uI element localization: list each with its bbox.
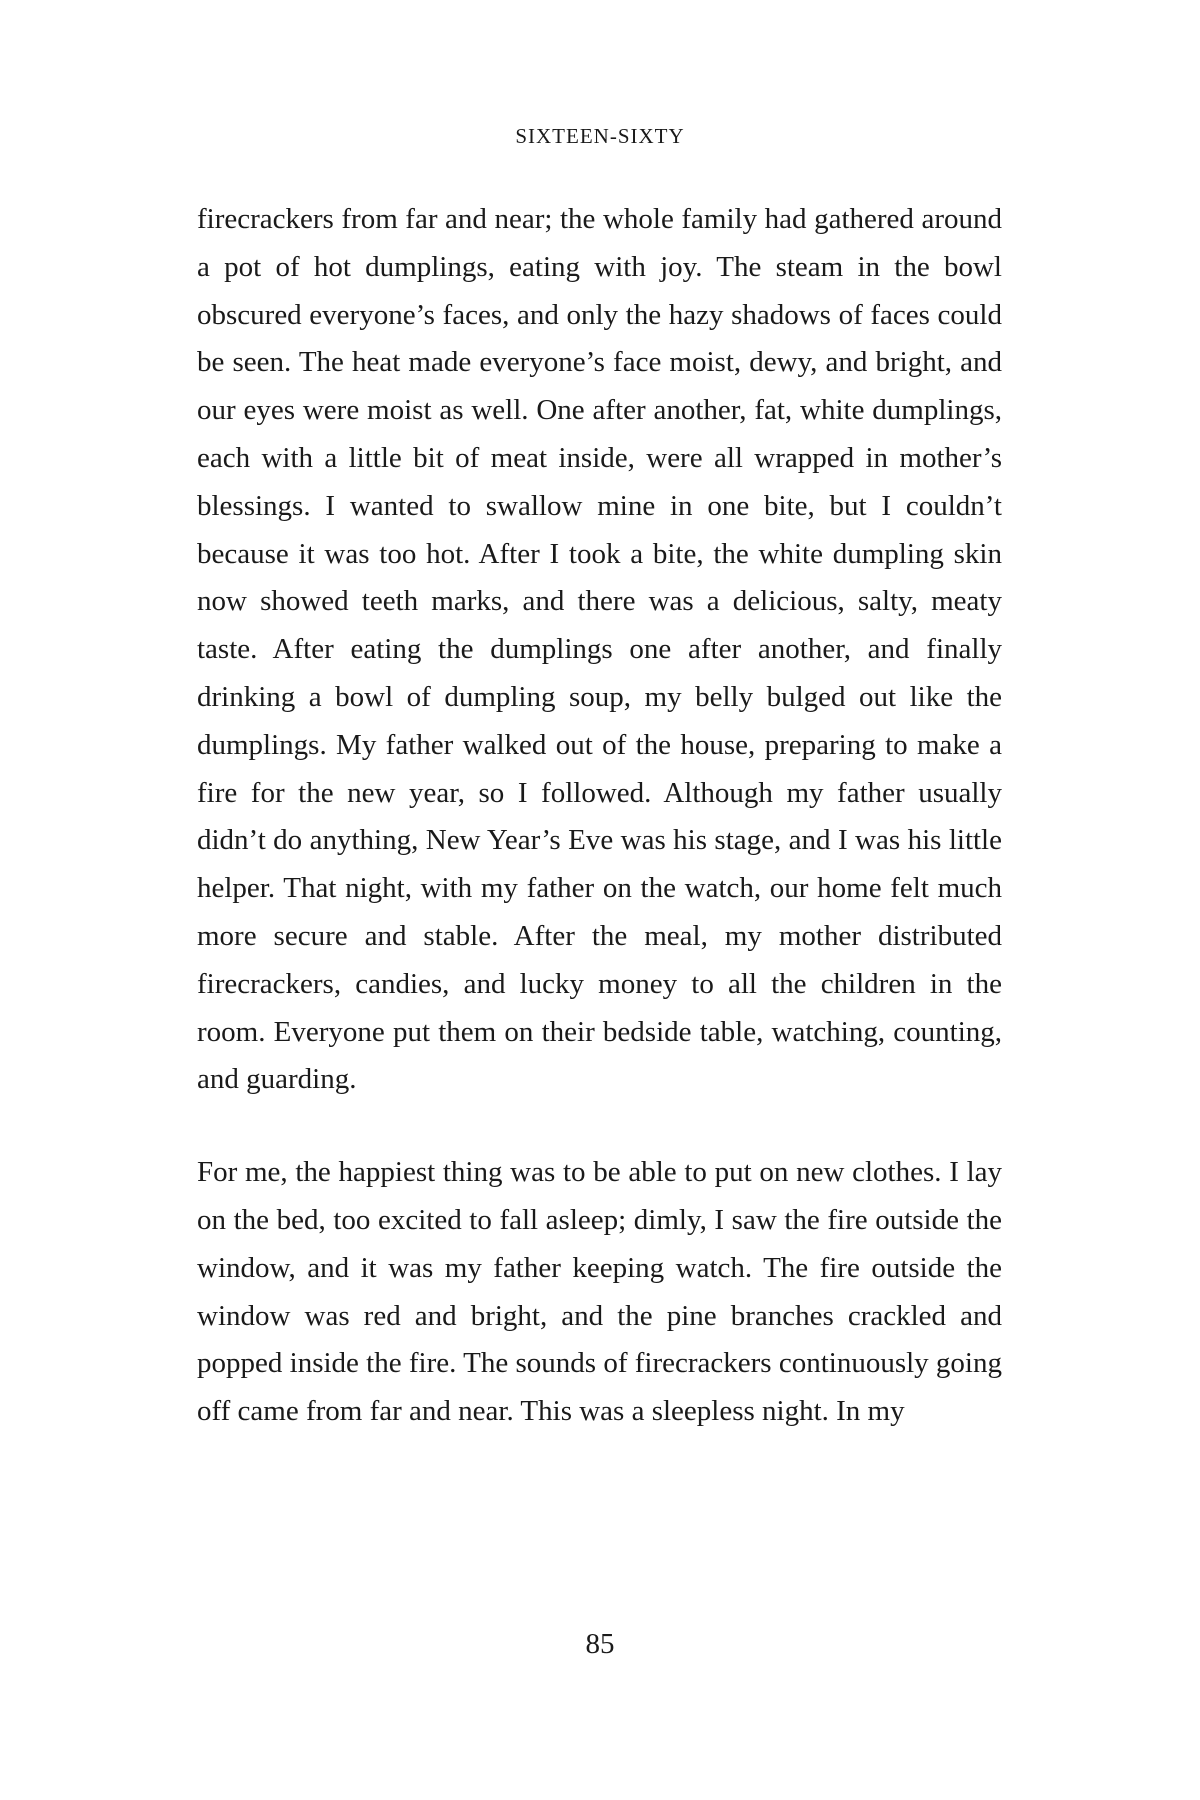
paragraph-1: firecrackers from far and near; the whole family had gathered around a pot of hot dumplings, eating with joy. The steam in the bowl obscured everyone’s faces, and only the hazy shadows of faces could be seen. The heat made everyone’s face moist, dewy, and bright, and our eyes were moist as well. One after another, fat, white dumplings, each with a little bit of meat inside, were all wrapped in mother’s blessings. I wanted to swallow mine in one bite, but I couldn’t because it was too hot. After I took a bite, the white dumpling skin now showed teeth marks, and there was a delicious, salty, meaty taste. After eating the dumplings one after another, and finally drinking a bowl of dumpling soup, my belly bulged out like the dumplings. My father walked out of the house, preparing to make a fire for the new year, so I followed. Although my father usually didn’t do anything, New Year’s Eve was his stage, and I was his little helper. That night, with my father on the watch, our home felt much more secure and stable. After the meal, my mother distributed firecrackers, candies, and lucky money to all the children in the room. Everyone put them on their bedside table, watching, counting, and guarding. xyxy=(197,203,1002,1096)
running-head: SIXTEEN-SIXTY xyxy=(515,124,685,148)
body-text xyxy=(197,196,1002,1436)
page-number: 85 xyxy=(585,1628,615,1660)
paragraph-2: For me, the happiest thing was to be able to put on new clothes. I lay on the bed, too excited to fall asleep; dimly, I saw the fire outside the window, and it was my father keeping watch. The fire outside the window was red and bright, and the pine branches crackled and popped inside the fire. The sounds of firecrackers continuously going off came from far and near. This was a sleepless night. In my xyxy=(197,1156,1002,1428)
